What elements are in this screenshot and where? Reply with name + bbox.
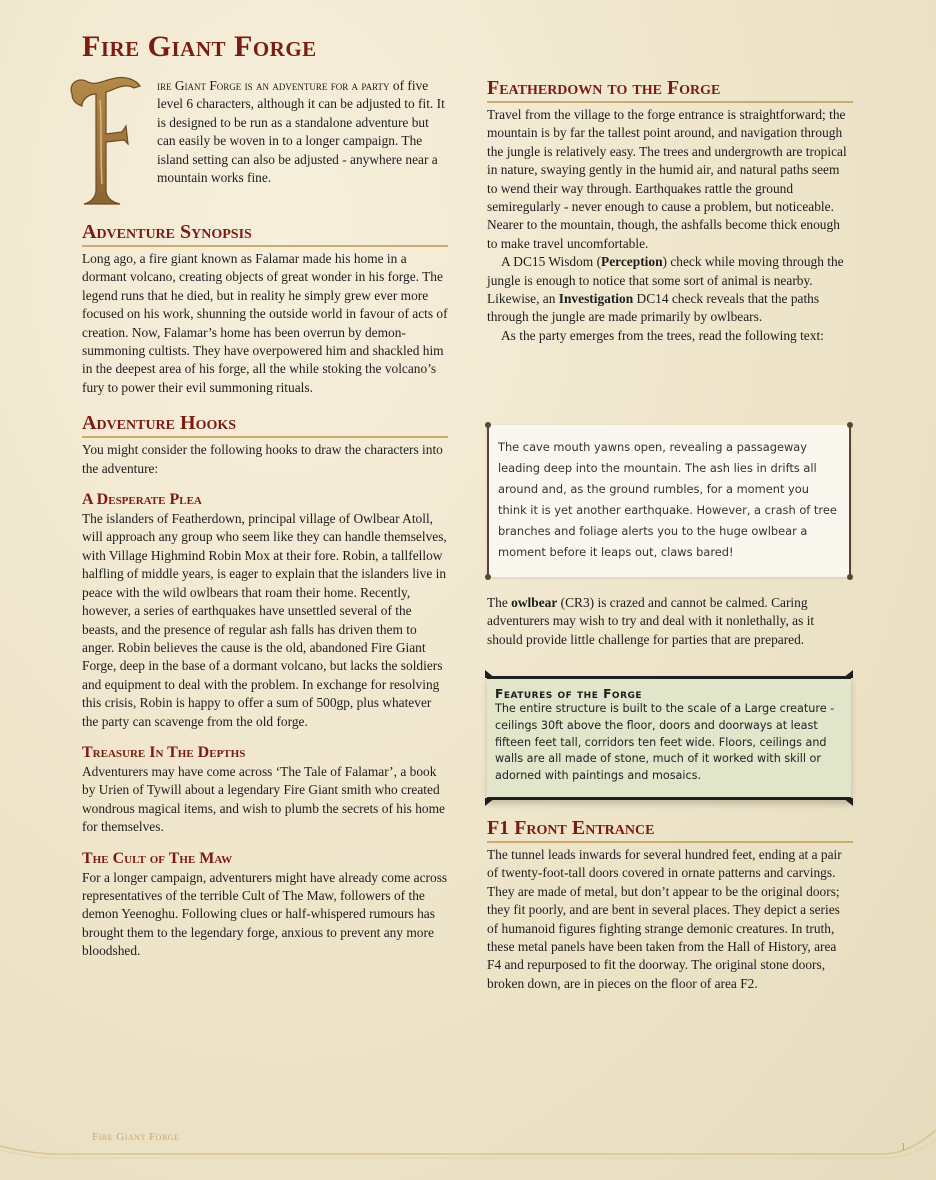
hook-heading: Treasure In The Depths (82, 743, 246, 761)
skill-perception: Perception (601, 254, 663, 270)
featherdown-p1: Travel from the village to the forge entrance is straightforward; the mountain is by far the tallest point around, and navigation through the jungle is relatively easy. The trees and undergrowth are tropical in nature, swaying gently in the humid air, and natural paths seem to wend their way through. Earthquakes rattle the ground semiregularly - never enough to cause a problem, but noticeable. Nearer to the mountain, though, the ashfalls become thick enough to make travel uncomfortable. (487, 107, 847, 251)
hooks-text: You might consider the following hooks to draw the characters into the adventure: (82, 442, 443, 476)
corner-dot (847, 422, 853, 428)
intro-lead: ire Giant Forge is an adventure for a party (157, 78, 390, 93)
hooks-heading: Adventure Hooks (82, 411, 448, 438)
text-run: The (487, 595, 512, 610)
f1-text: The tunnel leads inwards for several hundred feet, ending at a pair of twenty-foot-tall doors covered in ornate patterns and carvings. They are made of metal, but don’t appear to be the original doors; they fit poorly, and are bent in several places. They depict a series of humanoid figures fighting strange demonic creatures. In truth, these metal panels have been taken from the Hall of History, area F4 and repurposed to fit the doorway. The original stone doors, broken down, are in pieces on the floor of area F2. (487, 847, 842, 991)
page-number: 1 (900, 1141, 906, 1153)
footer-label: Fire Giant Forge (92, 1131, 180, 1143)
owlbear-block (487, 594, 853, 649)
hook-heading: The Cult of The Maw (82, 849, 233, 867)
corner-dot (485, 422, 491, 428)
right-column (487, 76, 853, 345)
text-run: A DC15 Wisdom ( (501, 254, 602, 270)
intro-rest: of five level 6 characters, although it can be adjusted to fit. It is designed to be run as a standalone adventure but can easily be woven in to a longer campaign. The island setting can also be adjusted - anywhere near a mountain works fine. (157, 78, 445, 186)
corner-dot (485, 574, 491, 580)
f1-heading: F1 Front Entrance (487, 816, 853, 843)
hook-text: For a longer campaign, adventurers might have already come across representatives of the terrible Cult of The Maw, followers of the demon Yeenoghu. Following clues or half-whispered rumours has brought them to the legendary forge, anxious to prevent any more bloodshed. (82, 869, 448, 959)
dropcap-ornament (64, 72, 144, 212)
text-run: (CR3) is crazed and cannot be calmed. Caring adventurers may wish to try and deal with it nonlethally, as it should provide little challenge for parties that are prepared. (487, 595, 815, 647)
hook-text: The islanders of Featherdown, principal village of Owlbear Atoll, will approach any group who seem like they can handle themselves, with Village Highmind Robin Mox at their fore. Robin, a tallfellow halfling of middle years, is eager to explain that the islanders live in peace with the wild owlbears that roam their home. Recently, however, a series of earthquakes have unsettled several of the beasts, and the presence of regular ash falls has driven them to anger. Robin believes the cause is the old, abandoned Fire Giant Forge, deep in the base of a dormant volcano, but lacks the soldiers and equipment to deal with the problem. In exchange for resolving this crisis, Robin is happy to offer a sum of 500gp, plus whatever the party can scavenge from the old forge. (82, 511, 447, 729)
synopsis-text: Long ago, a fire giant known as Falamar made his home in a dormant volcano, creating objects of great wonder in his forge. The legend runs that he died, but in reality he simply grew ever more focused on his work, shunning the outside world in favour of acts of creation. Now, Falamar’s home has been overrun by demon-summoning cultists. They have overpowered him and shackled him in the deepest area of his forge, all the while stoking the volcano’s fury to power their evil summoning rituals. (82, 251, 448, 395)
page-title: Fire Giant Forge (82, 30, 317, 63)
left-column (82, 220, 448, 961)
dropcap-letter: F (102, 198, 103, 199)
f1-section (487, 816, 853, 993)
corner-triangle (485, 798, 495, 806)
owlbear-paragraph (487, 594, 853, 649)
synopsis-heading: Adventure Synopsis (82, 220, 448, 247)
read-aloud-box (487, 425, 851, 577)
featherdown-heading: Featherdown to the Forge (487, 76, 853, 103)
features-heading: Features of the Forge (495, 687, 643, 701)
creature-owlbear: owlbear (511, 595, 558, 610)
intro-paragraph (157, 77, 447, 187)
text-run: DC14 check reveals that the paths through the jungle are made primarily by owlbears. (487, 291, 820, 325)
corner-triangle (843, 670, 853, 678)
text-run: ) check while moving through the jungle is enough to notice that some sort of animal is nearby. Likewise, an (487, 254, 844, 307)
featherdown-p3: As the party emerges from the trees, read the following text: (501, 327, 824, 343)
hook-heading: A Desperate Plea (82, 491, 202, 509)
corner-triangle (485, 670, 495, 678)
featherdown-p2 (487, 253, 853, 327)
features-note-box (487, 676, 851, 800)
corner-dot (847, 574, 853, 580)
features-text: The entire structure is built to the scale of a Large creature - ceilings 30ft above the floor, doors and doorways at least fifteen feet tall, corridors ten feet wide. Floors, ceilings and walls are all made of stone, much of it worked with skill or adorned with paintings and mosaics. (495, 702, 835, 783)
footer-ornament (0, 1120, 936, 1180)
skill-investigation: Investigation (558, 291, 634, 307)
corner-triangle (843, 798, 853, 806)
hook-text: Adventurers may have come across ‘The Tale of Falamar’, a book by Urien of Tywill about a legendary Fire Giant smith who created wondrous magical items, and wish to plumb the secrets of his home for themselves. (82, 763, 445, 835)
read-aloud-text: The cave mouth yawns open, revealing a passageway leading deep into the mountain. The ash lies in drifts all around and, as the ground rumbles, for a moment you think it is yet another earthquake. However, a crash of tree branches and foliage alerts you to the huge owlbear a moment before it leaps out, claws bared! (498, 440, 837, 559)
